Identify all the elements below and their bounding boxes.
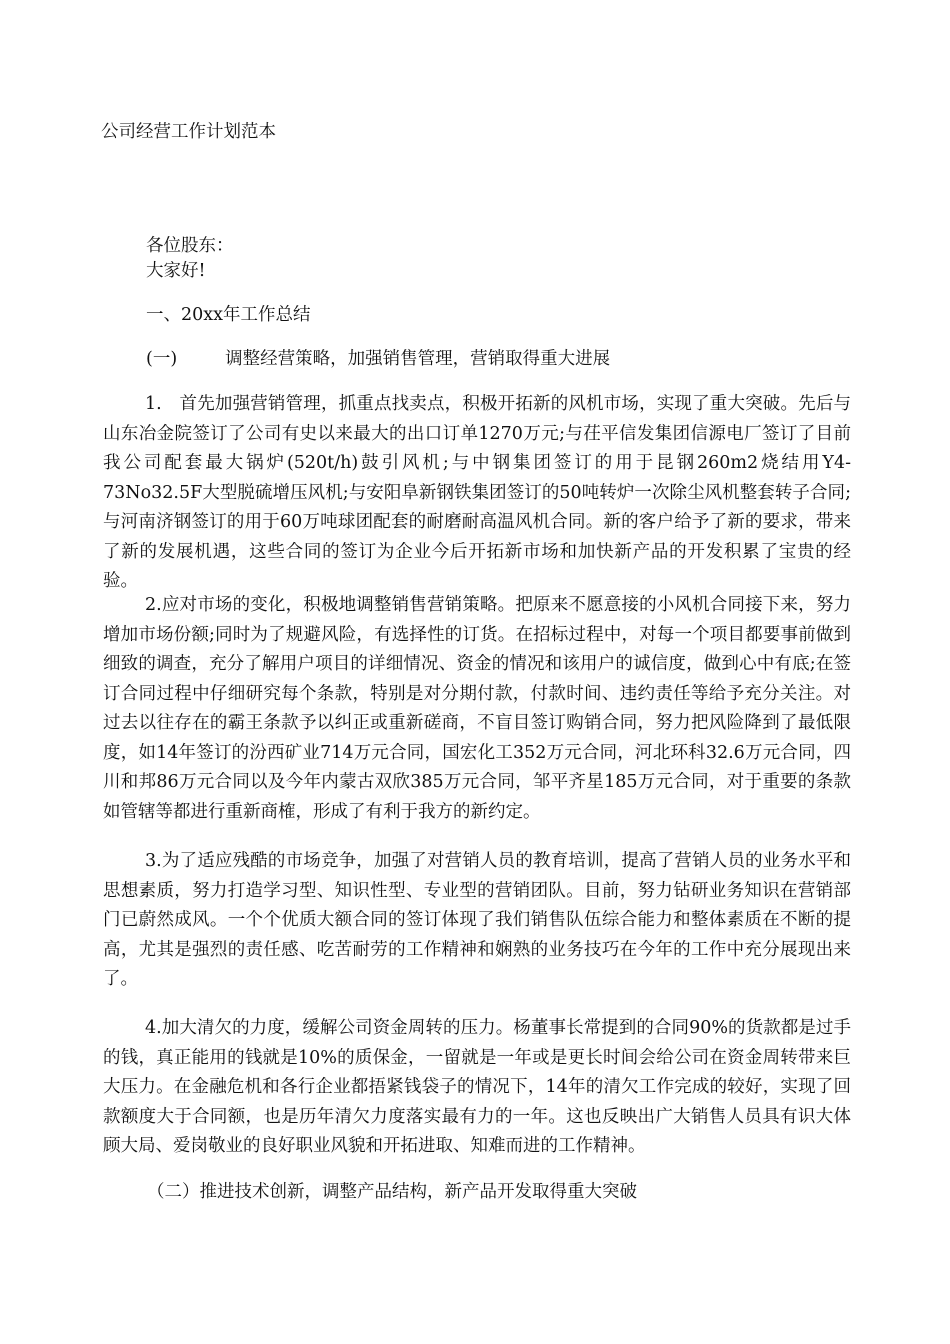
paragraph-sales-breakthrough: 1. 首先加强营销管理，抓重点找卖点，积极开拓新的风机市场，实现了重大突破。先后与山东冶金院签订了公司有史以来最大的出口订单1270万元;与茌平信发集团信源电厂签订了目前我公司配套最大锅炉(520t/h)鼓引风机;与中钢集团签订的用于昆钢260m2烧结用Y4-73No32.5F大型脱硫增压风机;与安阳阜新钢铁集团签订的50吨转炉一次除尘风机整套转子合同;与河南济钢签订的用于60万吨球团配套的耐磨耐高温风机合同。新的客户给予了新的要求，带来了新的发展机遇，这些合同的签订为企业今后开拓新市场和加快新产品的开发积累了宝贵的经验。 bbox=[103, 394, 851, 591]
section-heading-summary: 一、20xx年工作总结 bbox=[146, 305, 311, 325]
subsection-text: 调整经营策略，加强销售管理，营销取得重大进展 bbox=[225, 349, 611, 369]
salutation: 各位股东： bbox=[146, 236, 234, 256]
greeting: 大家好! bbox=[146, 261, 206, 281]
subsection-number: (一) bbox=[146, 349, 178, 369]
paragraph-team-training: 3.为了适应残酷的市场竞争，加强了对营销人员的教育培训，提高了营销人员的业务水平和思想素质，努力打造学习型、知识性型、专业型的营销团队。目前，努力钻研业务知识在营销部门已蔚然成风。一个个优质大额合同的签订体现了我们销售队伍综合能力和整体素质在不断的提高，尤其是强烈的责任感、吃苦耐劳的工作精神和娴熟的业务技巧在今年的工作中充分展现出来了。 bbox=[103, 851, 851, 989]
paragraph-sales-strategy: 2.应对市场的变化，积极地调整销售营销策略。把原来不愿意接的小风机合同接下来，努力增加市场份额;同时为了规避风险，有选择性的订货。在招标过程中，对每一个项目都要事前做到细致的调查，充分了解用户项目的详细情况、资金的情况和该用户的诚信度，做到心中有底;在签订合同过程中仔细研究每个条款，特别是对分期付款，付款时间、违约责任等给予充分关注。对过去以往存在的霸王条款予以纠正或重新磋商，不盲目签订购销合同，努力把风险降到了最低限度，如14年签订的汾西矿业714万元合同，国宏化工352万元合同，河北环科32.6万元合同，四川和邦86万元合同以及今年内蒙古双欣385万元合同，邹平齐星185万元合同，对于重要的条款如管辖等都进行重新商榷，形成了有利于我方的新约定。 bbox=[103, 595, 851, 822]
paragraph-debt-collection: 4.加大清欠的力度，缓解公司资金周转的压力。杨董事长常提到的合同90%的货款都是过手的钱，真正能用的钱就是10%的质保金，一留就是一年或是更长时间会给公司在资金周转带来巨大压力。在金融危机和各行企业都捂紧钱袋子的情况下，14年的清欠工作完成的较好，实现了回款额度大于合同额，也是历年清欠力度落实最有力的一年。这也反映出广大销售人员具有识大体顾大局、爱岗敬业的良好职业风貌和开拓进取、知难而进的工作精神。 bbox=[103, 1018, 851, 1156]
document-title: 公司经营工作计划范本 bbox=[101, 122, 276, 142]
subsection-heading-one bbox=[146, 345, 610, 373]
subsection-heading-two: （二）推进技术创新，调整产品结构，新产品开发取得重大突破 bbox=[147, 1182, 637, 1202]
